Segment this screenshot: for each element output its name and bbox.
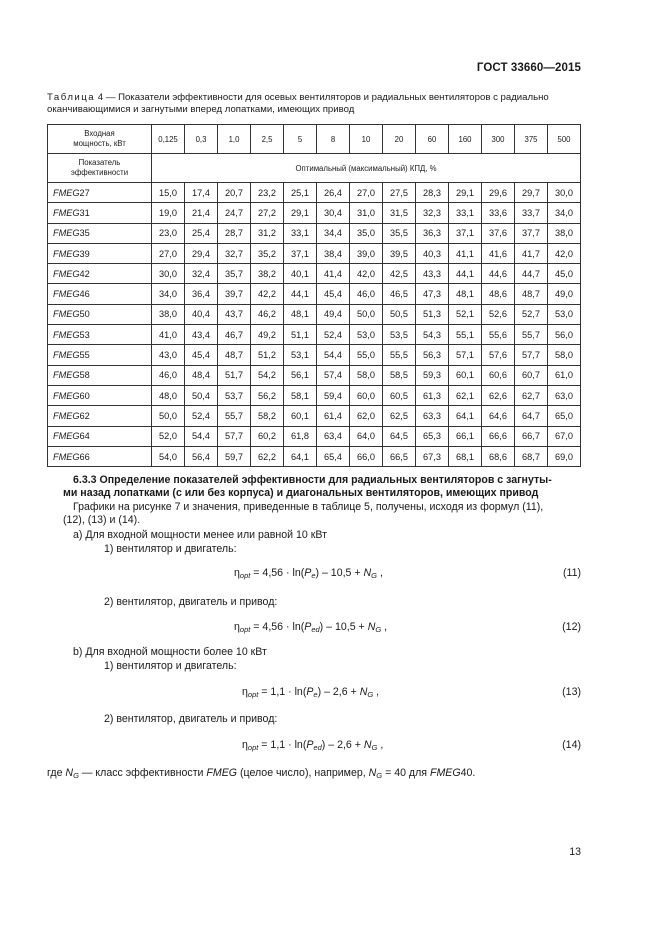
efficiency-value-cell: 59,7 xyxy=(218,446,251,466)
table-row xyxy=(48,183,581,203)
efficiency-value-cell: 39,7 xyxy=(218,284,251,304)
efficiency-value-cell: 44,1 xyxy=(284,284,317,304)
efficiency-value-cell: 54,0 xyxy=(152,446,185,466)
case-b-title: b) Для входной мощности более 10 кВт xyxy=(73,646,267,658)
efficiency-value-cell: 30,4 xyxy=(317,203,350,223)
efficiency-value-cell: 40,4 xyxy=(185,304,218,324)
efficiency-value-cell: 31,0 xyxy=(350,203,383,223)
efficiency-value-cell: 63,4 xyxy=(317,426,350,446)
efficiency-table xyxy=(47,124,581,467)
efficiency-value-cell: 45,4 xyxy=(317,284,350,304)
efficiency-value-cell: 46,7 xyxy=(218,325,251,345)
efficiency-value-cell: 42,2 xyxy=(251,284,284,304)
efficiency-value-cell: 62,1 xyxy=(449,385,482,405)
table-row xyxy=(48,406,581,426)
efficiency-value-cell: 57,7 xyxy=(515,345,548,365)
efficiency-value-cell: 59,3 xyxy=(416,365,449,385)
efficiency-value-cell: 38,2 xyxy=(251,264,284,284)
power-value-cell: 5 xyxy=(284,125,317,154)
efficiency-value-cell: 46,2 xyxy=(251,304,284,324)
efficiency-value-cell: 55,5 xyxy=(383,345,416,365)
efficiency-value-cell: 37,1 xyxy=(284,243,317,263)
efficiency-value-cell: 29,1 xyxy=(449,183,482,203)
efficiency-value-cell: 56,0 xyxy=(548,325,581,345)
efficiency-value-cell: 24,7 xyxy=(218,203,251,223)
efficiency-value-cell: 33,7 xyxy=(515,203,548,223)
efficiency-value-cell: 48,7 xyxy=(218,345,251,365)
efficiency-value-cell: 64,1 xyxy=(284,446,317,466)
page-number: 13 xyxy=(569,846,581,858)
power-header-row xyxy=(48,125,581,154)
efficiency-value-cell: 55,1 xyxy=(449,325,482,345)
efficiency-value-cell: 15,0 xyxy=(152,183,185,203)
efficiency-value-cell: 55,6 xyxy=(482,325,515,345)
efficiency-value-cell: 40,3 xyxy=(416,243,449,263)
power-value-cell: 300 xyxy=(482,125,515,154)
efficiency-value-cell: 68,1 xyxy=(449,446,482,466)
efficiency-value-cell: 32,7 xyxy=(218,243,251,263)
where-clause: где $N_G$ — класс эффективности FMEG (целое число), например, $N_G = 40$ для FMEG40. xyxy=(47,767,476,780)
efficiency-value-cell: 46,0 xyxy=(350,284,383,304)
efficiency-value-cell: 67,0 xyxy=(548,426,581,446)
efficiency-value-cell: 29,7 xyxy=(515,183,548,203)
intro-text: Графики на рисунке 7 и значения, приведенные в таблице 5, получены, исходя из формул (11), xyxy=(73,501,544,513)
formula-13: $\eta_{opt} = 1,1 \cdot \ln(P_e) - 2,6 + N_G$ , xyxy=(242,686,380,699)
efficiency-value-cell: 35,5 xyxy=(383,223,416,243)
efficiency-value-cell: 38,4 xyxy=(317,243,350,263)
efficiency-value-cell: 51,7 xyxy=(218,365,251,385)
efficiency-value-cell: 64,7 xyxy=(515,406,548,426)
efficiency-value-cell: 66,7 xyxy=(515,426,548,446)
grade-label-cell: FMEG66 xyxy=(48,446,152,466)
efficiency-value-cell: 56,4 xyxy=(185,446,218,466)
efficiency-value-cell: 37,7 xyxy=(515,223,548,243)
efficiency-value-cell: 29,1 xyxy=(284,203,317,223)
formula-number-11: (11) xyxy=(562,567,581,579)
efficiency-value-cell: 52,1 xyxy=(449,304,482,324)
efficiency-value-cell: 51,3 xyxy=(416,304,449,324)
efficiency-value-cell: 64,1 xyxy=(449,406,482,426)
efficiency-value-cell: 21,4 xyxy=(185,203,218,223)
efficiency-value-cell: 58,0 xyxy=(548,345,581,365)
efficiency-value-cell: 27,5 xyxy=(383,183,416,203)
grade-label-cell: FMEG27 xyxy=(48,183,152,203)
efficiency-value-cell: 48,7 xyxy=(515,284,548,304)
power-value-cell: 160 xyxy=(449,125,482,154)
efficiency-value-cell: 61,4 xyxy=(317,406,350,426)
power-value-cell: 2,5 xyxy=(251,125,284,154)
efficiency-value-cell: 48,0 xyxy=(152,385,185,405)
efficiency-value-cell: 58,5 xyxy=(383,365,416,385)
power-value-cell: 8 xyxy=(317,125,350,154)
efficiency-value-cell: 55,7 xyxy=(515,325,548,345)
efficiency-value-cell: 60,7 xyxy=(515,365,548,385)
efficiency-value-cell: 23,2 xyxy=(251,183,284,203)
efficiency-value-cell: 59,4 xyxy=(317,385,350,405)
table-row xyxy=(48,365,581,385)
efficiency-value-cell: 48,4 xyxy=(185,365,218,385)
efficiency-value-cell: 68,7 xyxy=(515,446,548,466)
efficiency-value-cell: 57,4 xyxy=(317,365,350,385)
efficiency-value-cell: 50,0 xyxy=(350,304,383,324)
efficiency-value-cell: 48,1 xyxy=(284,304,317,324)
efficiency-value-cell: 30,0 xyxy=(548,183,581,203)
efficiency-value-cell: 51,2 xyxy=(251,345,284,365)
grade-label-cell: FMEG60 xyxy=(48,385,152,405)
efficiency-value-cell: 35,2 xyxy=(251,243,284,263)
table-row xyxy=(48,304,581,324)
efficiency-value-cell: 63,3 xyxy=(416,406,449,426)
efficiency-value-cell: 54,4 xyxy=(185,426,218,446)
efficiency-value-cell: 25,1 xyxy=(284,183,317,203)
efficiency-value-cell: 57,7 xyxy=(218,426,251,446)
efficiency-value-cell: 20,7 xyxy=(218,183,251,203)
efficiency-value-cell: 48,6 xyxy=(482,284,515,304)
efficiency-value-cell: 57,6 xyxy=(482,345,515,365)
efficiency-value-cell: 60,1 xyxy=(284,406,317,426)
efficiency-value-cell: 67,3 xyxy=(416,446,449,466)
efficiency-value-cell: 19,0 xyxy=(152,203,185,223)
efficiency-value-cell: 43,7 xyxy=(218,304,251,324)
efficiency-value-cell: 52,7 xyxy=(515,304,548,324)
formula-14: $\eta_{opt} = 1,1 \cdot \ln(P_{ed}) - 2,6 + N_G$ , xyxy=(242,739,384,752)
table-row xyxy=(48,385,581,405)
efficiency-value-cell: 64,0 xyxy=(350,426,383,446)
efficiency-value-cell: 45,0 xyxy=(548,264,581,284)
table-row xyxy=(48,345,581,365)
efficiency-value-cell: 35,0 xyxy=(350,223,383,243)
efficiency-value-cell: 54,3 xyxy=(416,325,449,345)
efficiency-value-cell: 62,5 xyxy=(383,406,416,426)
efficiency-value-cell: 46,0 xyxy=(152,365,185,385)
efficiency-value-cell: 62,2 xyxy=(251,446,284,466)
power-value-cell: 0,3 xyxy=(185,125,218,154)
efficiency-value-cell: 34,0 xyxy=(152,284,185,304)
grade-label-cell: FMEG39 xyxy=(48,243,152,263)
efficiency-value-cell: 64,5 xyxy=(383,426,416,446)
efficiency-value-cell: 34,4 xyxy=(317,223,350,243)
efficiency-value-cell: 56,2 xyxy=(251,385,284,405)
efficiency-value-cell: 44,6 xyxy=(482,264,515,284)
table-row xyxy=(48,203,581,223)
power-value-cell: 20 xyxy=(383,125,416,154)
case-b2-label: 2) вентилятор, двигатель и привод: xyxy=(104,713,278,725)
efficiency-value-cell: 41,7 xyxy=(515,243,548,263)
efficiency-value-cell: 49,4 xyxy=(317,304,350,324)
standard-number: ГОСТ 33660—2015 xyxy=(476,62,581,74)
efficiency-value-cell: 53,5 xyxy=(383,325,416,345)
efficiency-value-cell: 42,0 xyxy=(548,243,581,263)
efficiency-value-cell: 27,0 xyxy=(350,183,383,203)
efficiency-value-cell: 66,6 xyxy=(482,426,515,446)
formula-number-13: (13) xyxy=(562,686,581,698)
efficiency-value-cell: 36,4 xyxy=(185,284,218,304)
table-row xyxy=(48,284,581,304)
case-a2-label: 2) вентилятор, двигатель и привод: xyxy=(104,596,278,608)
grade-label-cell: FMEG55 xyxy=(48,345,152,365)
efficiency-value-cell: 63,0 xyxy=(548,385,581,405)
efficiency-value-cell: 52,4 xyxy=(185,406,218,426)
efficiency-value-cell: 54,2 xyxy=(251,365,284,385)
efficiency-value-cell: 65,0 xyxy=(548,406,581,426)
efficiency-value-cell: 57,1 xyxy=(449,345,482,365)
efficiency-value-cell: 64,6 xyxy=(482,406,515,426)
efficiency-value-cell: 37,1 xyxy=(449,223,482,243)
efficiency-value-cell: 60,2 xyxy=(251,426,284,446)
table-row xyxy=(48,446,581,466)
efficiency-value-cell: 41,6 xyxy=(482,243,515,263)
efficiency-value-cell: 39,5 xyxy=(383,243,416,263)
power-value-cell: 500 xyxy=(548,125,581,154)
efficiency-value-cell: 45,4 xyxy=(185,345,218,365)
efficiency-value-cell: 41,1 xyxy=(449,243,482,263)
efficiency-value-cell: 36,3 xyxy=(416,223,449,243)
table-row xyxy=(48,264,581,284)
formula-12: $\eta_{opt} = 4,56 \cdot \ln(P_{ed}) - 10,5 + N_G$ , xyxy=(234,621,388,634)
efficiency-value-cell: 47,3 xyxy=(416,284,449,304)
grade-label-cell: FMEG62 xyxy=(48,406,152,426)
efficiency-value-cell: 62,6 xyxy=(482,385,515,405)
case-b1-label: 1) вентилятор и двигатель: xyxy=(104,660,237,672)
efficiency-value-cell: 49,2 xyxy=(251,325,284,345)
efficiency-value-cell: 28,3 xyxy=(416,183,449,203)
case-a-title: а) Для входной мощности менее или равной 10 кВт xyxy=(73,529,327,541)
efficiency-value-cell: 41,4 xyxy=(317,264,350,284)
efficiency-value-cell: 53,7 xyxy=(218,385,251,405)
efficiency-value-cell: 39,0 xyxy=(350,243,383,263)
power-value-cell: 10 xyxy=(350,125,383,154)
efficiency-value-cell: 29,4 xyxy=(185,243,218,263)
efficiency-value-cell: 26,4 xyxy=(317,183,350,203)
efficiency-value-cell: 55,0 xyxy=(350,345,383,365)
efficiency-value-cell: 31,2 xyxy=(251,223,284,243)
efficiency-value-cell: 17,4 xyxy=(185,183,218,203)
efficiency-value-cell: 61,3 xyxy=(416,385,449,405)
power-value-cell: 0,125 xyxy=(152,125,185,154)
efficiency-value-cell: 50,5 xyxy=(383,304,416,324)
table-caption: Таблица 4 — Показатели эффективности для осевых вентиляторов и радиальных вентиляторов с радиально оканчивающимися и загнутыми вперед лопатками, имеющих привод xyxy=(47,92,549,115)
efficiency-value-cell: 53,0 xyxy=(548,304,581,324)
efficiency-value-cell: 31,5 xyxy=(383,203,416,223)
efficiency-value-cell: 41,0 xyxy=(152,325,185,345)
efficiency-value-cell: 44,1 xyxy=(449,264,482,284)
efficiency-value-cell: 58,2 xyxy=(251,406,284,426)
efficiency-value-cell: 66,5 xyxy=(383,446,416,466)
table-row xyxy=(48,243,581,263)
subheader-row xyxy=(48,154,581,183)
efficiency-value-cell: 68,6 xyxy=(482,446,515,466)
efficiency-value-cell: 27,2 xyxy=(251,203,284,223)
efficiency-value-cell: 60,1 xyxy=(449,365,482,385)
efficiency-value-cell: 28,7 xyxy=(218,223,251,243)
formula-11: $\eta_{opt} = 4,56 \cdot \ln(P_e) - 10,5 + N_G$ , xyxy=(234,567,383,580)
efficiency-value-cell: 48,1 xyxy=(449,284,482,304)
efficiency-value-cell: 23,0 xyxy=(152,223,185,243)
efficiency-value-cell: 62,0 xyxy=(350,406,383,426)
efficiency-value-cell: 43,4 xyxy=(185,325,218,345)
efficiency-value-cell: 29,6 xyxy=(482,183,515,203)
efficiency-value-cell: 52,4 xyxy=(317,325,350,345)
grade-label-cell: FMEG58 xyxy=(48,365,152,385)
efficiency-value-cell: 51,1 xyxy=(284,325,317,345)
efficiency-value-cell: 53,1 xyxy=(284,345,317,365)
efficiency-value-cell: 53,0 xyxy=(350,325,383,345)
efficiency-value-cell: 40,1 xyxy=(284,264,317,284)
efficiency-value-cell: 55,7 xyxy=(218,406,251,426)
power-value-cell: 1,0 xyxy=(218,125,251,154)
section-heading: 6.3.3 Определение показателей эффективности для радиальных вентиляторов с загнуты- xyxy=(73,474,552,486)
efficiency-value-cell: 56,3 xyxy=(416,345,449,365)
efficiency-value-cell: 35,7 xyxy=(218,264,251,284)
efficiency-value-cell: 44,7 xyxy=(515,264,548,284)
formula-number-14: (14) xyxy=(562,739,581,751)
efficiency-value-cell: 33,1 xyxy=(284,223,317,243)
efficiency-value-cell: 61,0 xyxy=(548,365,581,385)
efficiency-value-cell: 65,3 xyxy=(416,426,449,446)
grade-label-cell: FMEG35 xyxy=(48,223,152,243)
efficiency-value-cell: 54,4 xyxy=(317,345,350,365)
efficiency-value-cell: 33,6 xyxy=(482,203,515,223)
efficiency-value-cell: 33,1 xyxy=(449,203,482,223)
subheader-cell: Оптимальный (максимальный) КПД, % xyxy=(152,154,581,183)
efficiency-value-cell: 60,5 xyxy=(383,385,416,405)
power-header-cell: Входная мощность, кВт xyxy=(48,125,152,154)
efficiency-value-cell: 58,0 xyxy=(350,365,383,385)
efficiency-value-cell: 43,0 xyxy=(152,345,185,365)
efficiency-value-cell: 43,3 xyxy=(416,264,449,284)
efficiency-value-cell: 69,0 xyxy=(548,446,581,466)
efficiency-value-cell: 60,6 xyxy=(482,365,515,385)
efficiency-value-cell: 37,6 xyxy=(482,223,515,243)
efficiency-value-cell: 50,0 xyxy=(152,406,185,426)
efficiency-value-cell: 32,3 xyxy=(416,203,449,223)
efficiency-value-cell: 46,5 xyxy=(383,284,416,304)
efficiency-value-cell: 62,7 xyxy=(515,385,548,405)
power-value-cell: 60 xyxy=(416,125,449,154)
efficiency-value-cell: 30,0 xyxy=(152,264,185,284)
efficiency-value-cell: 66,0 xyxy=(350,446,383,466)
efficiency-value-cell: 38,0 xyxy=(152,304,185,324)
table-row xyxy=(48,426,581,446)
efficiency-value-cell: 42,5 xyxy=(383,264,416,284)
section-heading-cont: ми назад лопатками (с или без корпуса) и диагональных вентиляторов, имеющих привод xyxy=(63,487,539,499)
efficiency-value-cell: 61,8 xyxy=(284,426,317,446)
efficiency-value-cell: 42,0 xyxy=(350,264,383,284)
efficiency-value-cell: 50,4 xyxy=(185,385,218,405)
efficiency-value-cell: 38,0 xyxy=(548,223,581,243)
table-row xyxy=(48,325,581,345)
formula-number-12: (12) xyxy=(562,621,581,633)
efficiency-value-cell: 32,4 xyxy=(185,264,218,284)
efficiency-value-cell: 52,6 xyxy=(482,304,515,324)
efficiency-value-cell: 60,0 xyxy=(350,385,383,405)
efficiency-value-cell: 56,1 xyxy=(284,365,317,385)
grade-label-cell: FMEG50 xyxy=(48,304,152,324)
efficiency-value-cell: 58,1 xyxy=(284,385,317,405)
efficiency-value-cell: 52,0 xyxy=(152,426,185,446)
efficiency-value-cell: 49,0 xyxy=(548,284,581,304)
grade-label-cell: FMEG64 xyxy=(48,426,152,446)
grade-label-cell: FMEG42 xyxy=(48,264,152,284)
efficiency-value-cell: 27,0 xyxy=(152,243,185,263)
efficiency-value-cell: 34,0 xyxy=(548,203,581,223)
efficiency-value-cell: 66,1 xyxy=(449,426,482,446)
table-row xyxy=(48,223,581,243)
intro-text-cont: (12), (13) и (14). xyxy=(63,514,141,526)
efficiency-value-cell: 65,4 xyxy=(317,446,350,466)
power-value-cell: 375 xyxy=(515,125,548,154)
efficiency-value-cell: 25,4 xyxy=(185,223,218,243)
grade-label-cell: FMEG46 xyxy=(48,284,152,304)
grade-label-cell: FMEG31 xyxy=(48,203,152,223)
grade-label-cell: FMEG53 xyxy=(48,325,152,345)
case-a1-label: 1) вентилятор и двигатель: xyxy=(104,543,237,555)
grade-header-cell: Показатель эффективности xyxy=(48,154,152,183)
